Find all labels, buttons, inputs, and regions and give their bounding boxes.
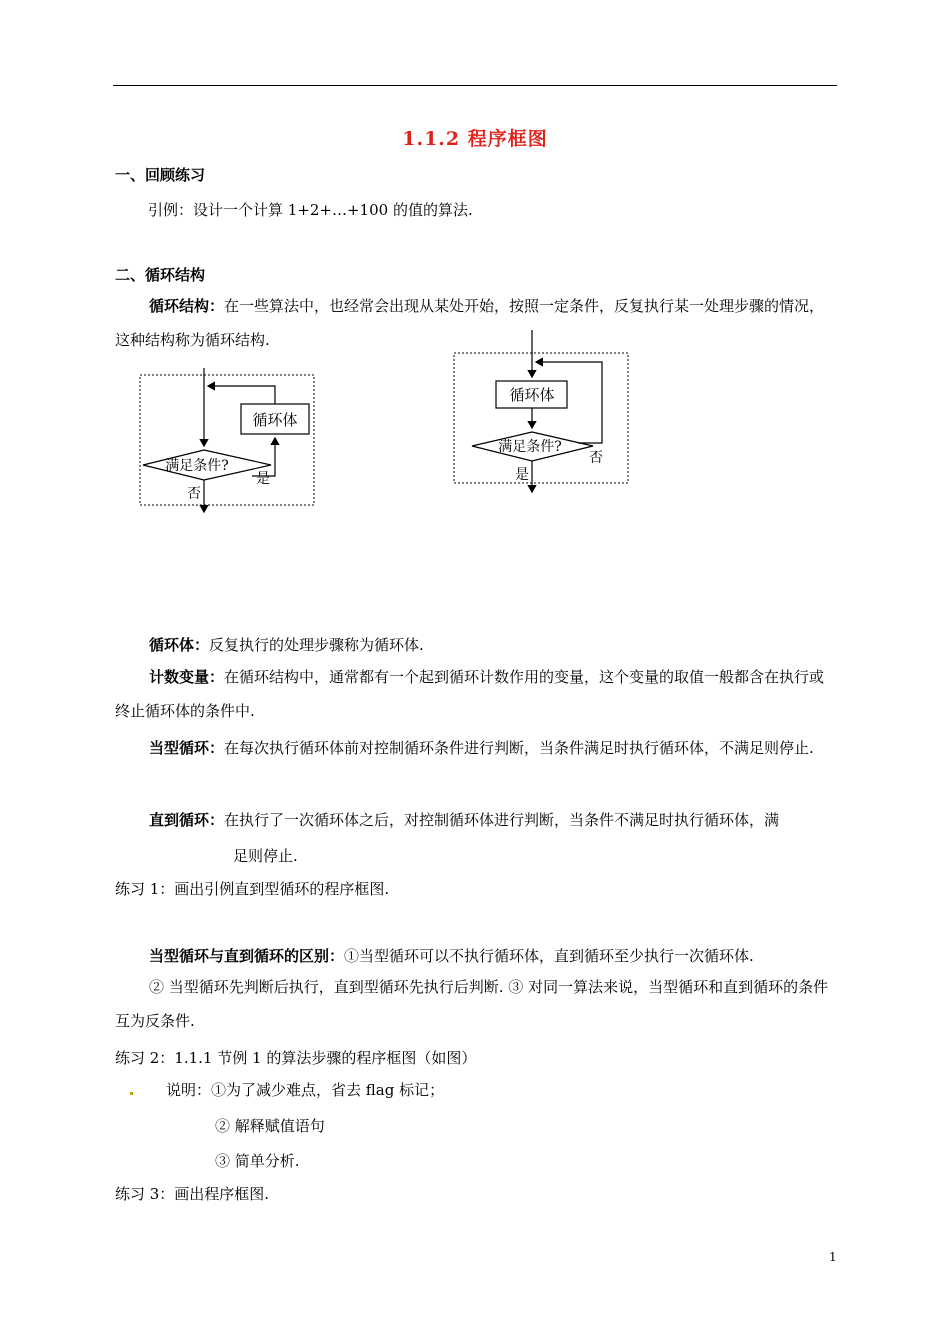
dashed-boundary	[140, 375, 314, 505]
loop-definition-term: 循环结构：	[149, 297, 225, 315]
page-number: 1	[829, 1250, 837, 1264]
page-title: 1.1.2 程序框图	[402, 128, 548, 150]
counter-text: 在循环结构中，通常都有一个起到循环计数作用的变量，这个变量的取值一般都含在执行或终止循环体的条件中.	[115, 668, 825, 720]
counter-term: 计数变量：	[149, 668, 225, 686]
until-loop-text-2: 足则停止.	[233, 847, 298, 865]
yes-label: 是	[256, 471, 270, 487]
no-label: 否	[187, 486, 201, 502]
exercise-1: 练习 1：画出引例直到型循环的程序框图.	[115, 880, 390, 898]
difference-text-2: ② 当型循环先判断后执行，直到型循环先执行后判断. ③ 对同一算法来说，当型循环和直到循环的条件互为反条件.	[115, 978, 829, 1030]
flowchart-while-loop	[135, 368, 325, 520]
loop-body-text: 反复执行的处理步骤称为循环体.	[209, 636, 424, 654]
section-heading-loop: 二、循环结构	[115, 266, 206, 284]
condition-label: 满足条件?	[165, 458, 229, 474]
until-loop-term: 直到循环：	[149, 811, 225, 829]
definition-counter	[115, 660, 839, 728]
while-loop-text: 在每次执行循环体前对控制循环条件进行判断，当条件满足时执行循环体，不满足则停止.	[224, 739, 814, 757]
loop-body-label: 循环体	[509, 386, 555, 404]
yes-label: 是	[515, 467, 529, 483]
loop-body-label: 循环体	[252, 411, 298, 429]
difference-line-1	[149, 945, 754, 966]
definition-while-loop	[115, 731, 839, 765]
exercise-3: 练习 3：画出程序框图.	[115, 1185, 270, 1203]
decorative-dot	[130, 1092, 133, 1095]
exercise-2-note-1: 说明：①为了减少难点，省去 flag 标记；	[166, 1081, 445, 1099]
example-text: 引例：设计一个计算 1+2+…+100 的值的算法.	[148, 201, 473, 219]
difference-text-1: ①当型循环可以不执行循环体，直到循环至少执行一次循环体.	[344, 947, 754, 965]
definition-until-loop	[149, 809, 779, 830]
until-loop-text-1: 在执行了一次循环体之后，对控制循环体进行判断，当条件不满足时执行循环体，满	[224, 811, 780, 829]
exercise-2-note-3: ③ 简单分析.	[215, 1152, 300, 1170]
loop-body-term: 循环体：	[149, 636, 210, 654]
exercise-2: 练习 2：1.1.1 节例 1 的算法步骤的程序框图（如图）	[115, 1049, 477, 1067]
loop-definition-text: 在一些算法中，也经常会出现从某处开始，按照一定条件，反复执行某一处理步骤的情况，这种结构称为循环结构.	[115, 297, 825, 349]
flowchart-until-loop	[450, 330, 635, 498]
section-heading-review: 一、回顾练习	[115, 166, 206, 184]
while-loop-term: 当型循环：	[149, 739, 225, 757]
condition-label: 满足条件?	[498, 439, 562, 455]
definition-loop-body	[149, 634, 424, 655]
difference-term: 当型循环与直到循环的区别：	[149, 947, 345, 965]
header-rule	[113, 85, 837, 86]
exercise-2-note-2: ② 解释赋值语句	[215, 1117, 325, 1135]
no-label: 否	[589, 450, 603, 466]
